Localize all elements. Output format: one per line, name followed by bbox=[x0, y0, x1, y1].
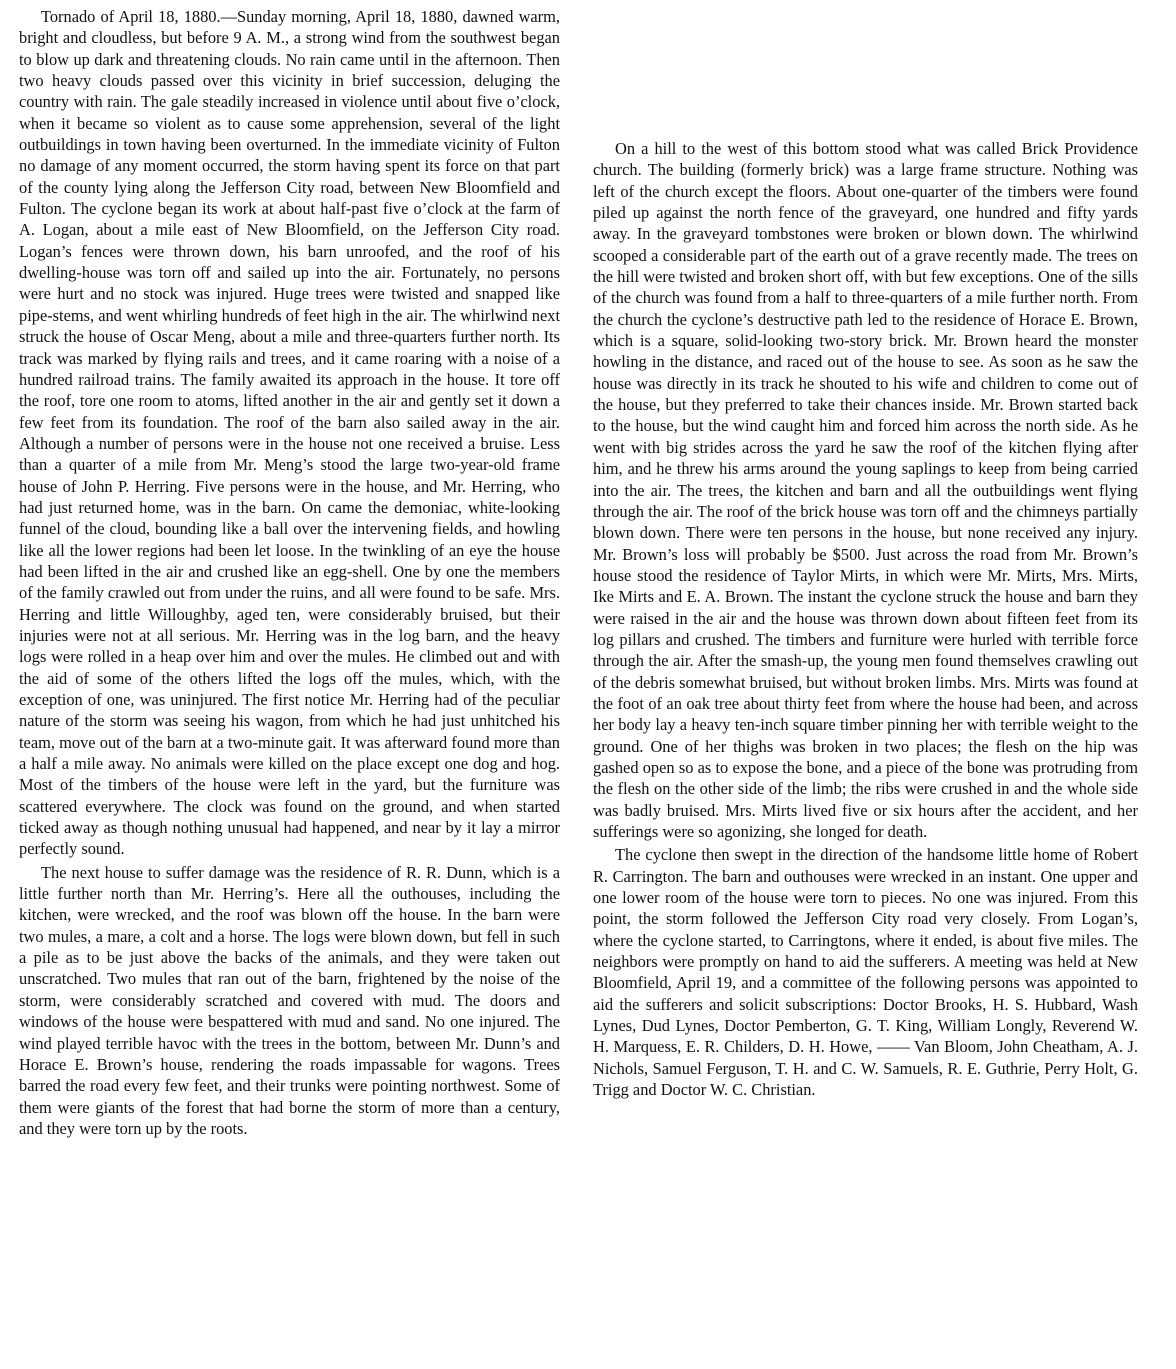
right-column bbox=[593, 138, 1138, 1100]
paragraph-carrington-home: The cyclone then swept in the direction of the handsome little home of Robert R. Carrington. The barn and outhouses were wrecked in an instant. One upper and one lower room of the house were torn to pieces. No one was injured. From this point, the storm followed the Jefferson City road very closely. From Logan’s, where the cyclone started, to Carringtons, where it ended, is about five miles. The neighbors were promptly on hand to aid the sufferers. A meeting was held at New Bloomfield, April 19, and a committee of the following persons was appointed to aid the sufferers and solicit subscriptions: Doctor Brooks, H. S. Hubbard, Wash Lynes, Dud Lynes, Doctor Pemberton, G. T. King, William Longly, Reverend W. H. Marquess, E. R. Childers, D. H. Howe, —— Van Bloom, John Cheatham, A. J. Nichols, Samuel Ferguson, T. H. and C. W. Samuels, R. E. Guthrie, Perry Holt, G. Trigg and Doctor W. C. Christian. bbox=[593, 845, 1138, 1100]
left-column bbox=[19, 6, 560, 1139]
paragraph-dunn-residence: The next house to suffer damage was the residence of R. R. Dunn, which is a little further north than Mr. Herring’s. Here all the outhouses, including the kitchen, were wrecked, and the roof was blown off the house. In the barn were two mules, a mare, a colt and a horse. The logs were blown down, but fell in such a pile as to be just above the backs of the animals, and they were taken out unscratched. Two mules that ran out of the barn, frightened by the noise of the storm, were considerably scratched and covered with mud. The doors and windows of the house were bespattered with mud and sand. No one injured. The wind played terrible havoc with the trees in the bottom, between Mr. Dunn’s and Horace E. Brown’s house, rendering the roads impassable for wagons. Trees barred the road every few feet, and their trunks were pointing northwest. Some of them were giants of the forest that had borne the storm of more than a century, and they were torn up by the roots. bbox=[19, 862, 560, 1138]
paragraph-brick-providence-church: On a hill to the west of this bottom stood what was called Brick Providence church. The building (formerly brick) was a large frame structure. Nothing was left of the church except the floors. About one-quarter of the timbers were found piled up against the north fence of the graveyard, one hundred and fifty yards away. In the graveyard tombstones were broken or blown down. The whirlwind scooped a considerable part of the earth out of a grave recently made. The trees on the hill were twisted and broken short off, with but few exceptions. One of the sills of the church was found from a half to three-quarters of a mile further north. From the church the cyclone’s destructive path led to the residence of Horace E. Brown, which is a square, solid-looking two-story brick. Mr. Brown heard the monster howling in the distance, and raced out of the house to see. As soon as he saw the house was directly in its track he shouted to his wife and children to come out of the house, but they preferred to take their chances inside. Mr. Brown started back to the house, but the wind caught him and forced him across the north side. As he went with big strides across the yard he saw the roof of the kitchen flying after him, and he threw his arms around the young saplings to keep from being carried into the air. The trees, the kitchen and barn and all the outbuildings went flying through the air. The roof of the brick house was torn off and the chimneys partially blown down. There were ten persons in the house, but none received any injury. Mr. Brown’s loss will probably be $500. Just across the road from Mr. Brown’s house stood the residence of Taylor Mirts, in which were Mr. Mirts, Mrs. Mirts, Ike Mirts and E. A. Brown. The instant the cyclone struck the house and barn they were raised in the air and the house was thrown down about fifteen feet from its log pillars and crushed. The timbers and furniture were hurled with terrible force through the air. After the smash-up, the young men found themselves crawling out of the debris somewhat bruised, but without broken limbs. Mrs. Mirts was found at the foot of an oak tree about thirty feet from where the house had been, and across her body lay a heavy ten-inch square timber pinning her with terrible weight to the ground. One of her thighs was broken in two places; the flesh on the hip was gashed open so as to expose the bone, and a piece of the bone was protruding from the flesh on the other side of the limb; the ribs were crushed in and the whole side was badly bruised. Mrs. Mirts lived five or six hours after the accident, and her sufferings were so agonizing, she longed for death. bbox=[593, 139, 1138, 841]
paragraph-tornado-intro: Tornado of April 18, 1880.—Sunday morning, April 18, 1880, dawned warm, bright and cloudless, but before 9 A. M., a strong wind from the southwest began to blow up dark and threatening clouds. No rain came until in the afternoon. Then two heavy clouds passed over this vicinity in brief succession, deluging the country with rain. The gale steadily increased in violence until about five o’clock, when it became so violent as to cause some apprehension, several of the light outbuildings in town having been overturned. In the immediate vicinity of Fulton no damage of any moment occurred, the storm having spent its force on that part of the county lying along the Jefferson City road, between New Bloomfield and Fulton. The cyclone began its work at about half-past five o’clock at the farm of A. Logan, about a mile east of New Bloomfield, on the Jefferson City road. Logan’s fences were thrown down, his barn unroofed, and the roof of his dwelling-house was torn off and sailed up into the air. Fortunately, no persons were hurt and no stock was injured. Huge trees were twisted and snapped like pipe-stems, and went whirling hundreds of feet high in the air. The whirlwind next struck the house of Oscar Meng, about a mile and three-quarters further north. Its track was marked by flying rails and trees, and it came roaring with a noise of a hundred railroad trains. The family awaited its approach in the house. It tore off the roof, tore one room to atoms, lifted another in the air and gently set it down a few feet from its foundation. The roof of the barn also sailed away in the air. Although a number of persons were in the house not one received a bruise. Less than a quarter of a mile from Mr. Meng’s stood the large two-year-old frame house of John P. Herring. Five persons were in the house, and Mr. Herring, who had just returned home, was in the barn. On came the demoniac, white-looking funnel of the cloud, bounding like a ball over the intervening fields, and howling like all the lower regions had been let loose. In the twinkling of an eye the house had been lifted in the air and crushed like an egg-shell. One by one the members of the family crawled out from under the ruins, and all were found to be safe. Mrs. Herring and little Willoughby, aged ten, were considerably bruised, but their injuries were not at all serious. Mr. Herring was in the log barn, and the heavy logs were rolled in a heap over him and over the mules. He climbed out and with the aid of some of the others lifted the logs off the mules, which, with the exception of one, was uninjured. The first notice Mr. Herring had of the peculiar nature of the storm was seeing his wagon, from which he had just unhitched his team, move out of the barn at a two-minute gait. It was afterward found more than a half a mile away. No animals were killed on the place except one dog and hog. Most of the timbers of the house were left in the yard, but the furniture was scattered everywhere. The clock was found on the ground, and when started ticked away as though nothing unusual had happened, and near by it lay a mirror perfectly sound. bbox=[19, 7, 560, 859]
